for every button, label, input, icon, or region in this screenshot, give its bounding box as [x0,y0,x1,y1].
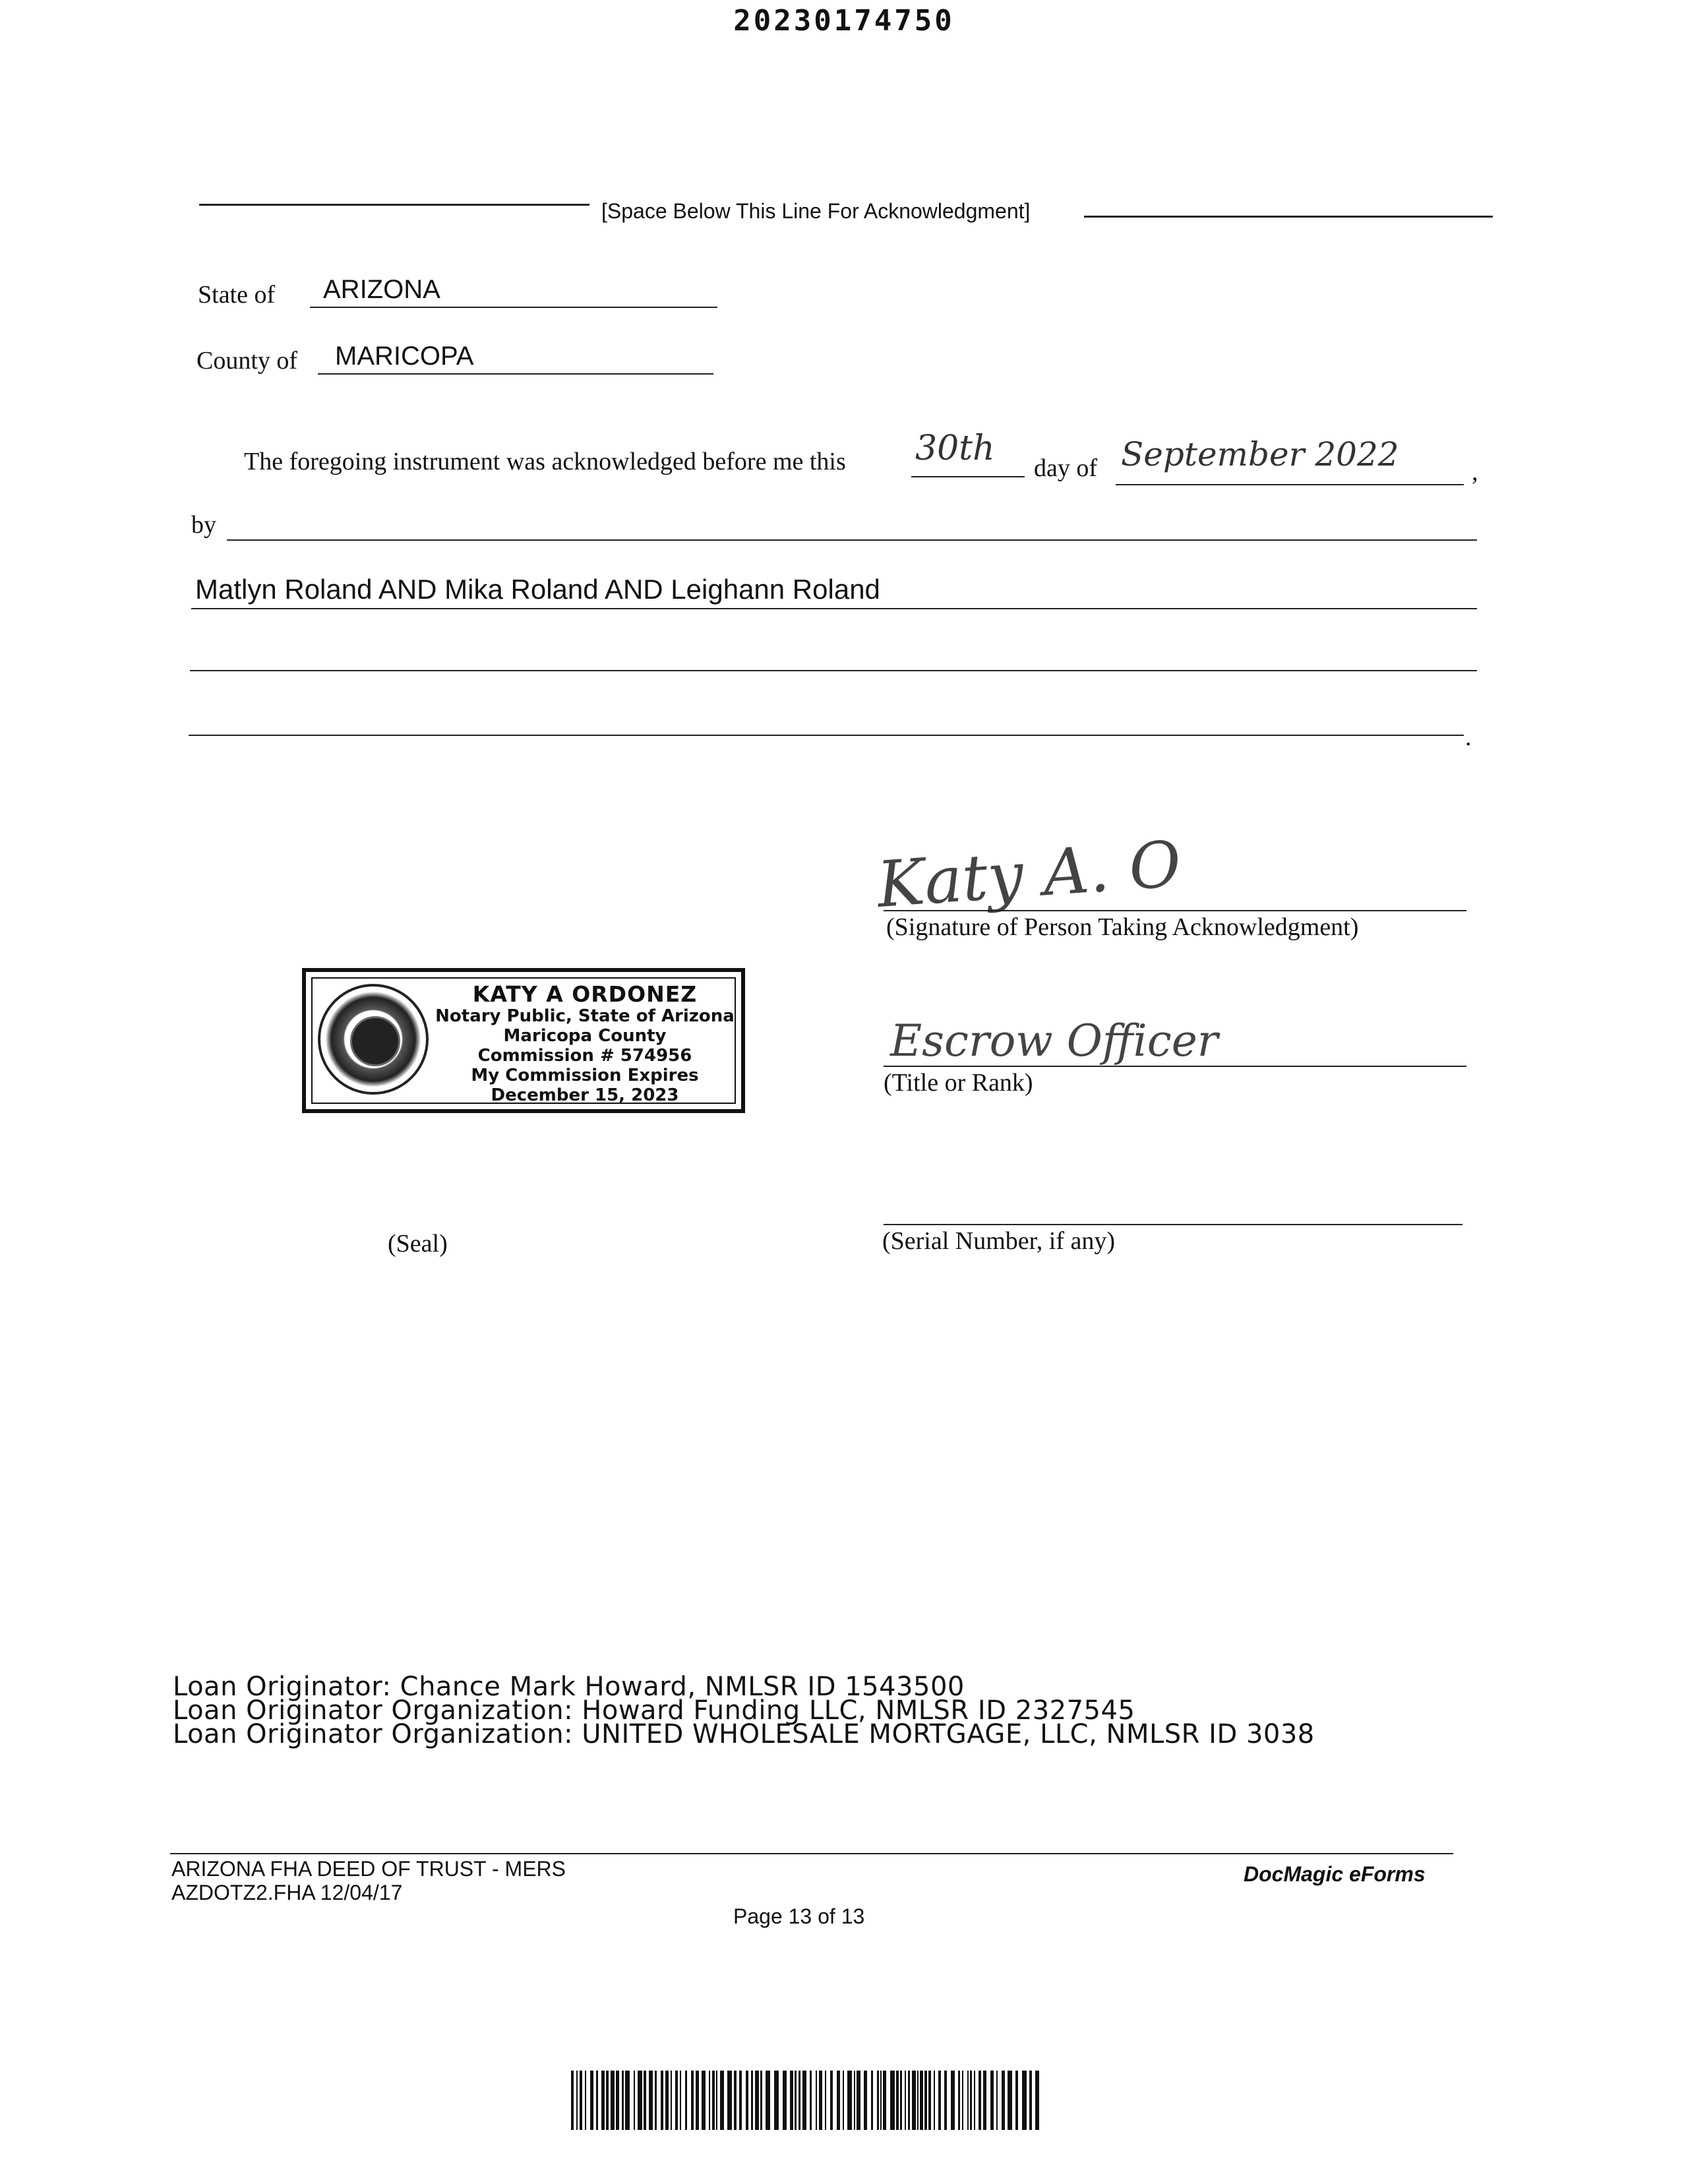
seal-caption: (Seal) [388,1230,448,1258]
signers-value: Matlyn Roland AND Mika Roland AND Leighann Roland [195,574,880,605]
month-year-line [1116,484,1464,485]
county-line [318,373,713,375]
ack-sentence-part1: The foregoing instrument was acknowledged before me this [244,448,846,475]
county-value: MARICOPA [335,342,474,371]
notary-line-5: December 15, 2023 [491,1085,679,1105]
notary-line-1: Notary Public, State of Arizona [435,1006,735,1026]
signature-line [884,910,1466,911]
state-line [310,307,717,308]
loan-originator-line-2: Loan Originator Organization: Howard Funding LLC, NMLSR ID 2327545 [173,1695,1135,1726]
state-label: State of [198,281,276,309]
by-line [227,539,1477,541]
ack-period: . [1465,723,1472,751]
notary-seal-icon [318,984,429,1095]
state-value: ARIZONA [323,275,440,304]
docmagic-logo: DocMagic eForms [1244,1862,1426,1886]
barcode-icon [571,2071,1046,2130]
serial-caption: (Serial Number, if any) [882,1227,1116,1255]
day-line [911,476,1025,477]
signature-value: Katy A. O [874,827,1184,922]
form-code: AZDOTZ2.FHA 12/04/17 [171,1881,403,1904]
page-number: Page 13 of 13 [733,1904,865,1928]
ack-comma: , [1472,458,1478,486]
title-caption: (Title or Rank) [884,1069,1033,1097]
signers-line [191,608,1477,609]
notary-name: KATY A ORDONEZ [472,981,698,1007]
form-title: ARIZONA FHA DEED OF TRUST - MERS [171,1857,566,1881]
county-label: County of [196,347,298,375]
blank-line-2 [189,735,1464,736]
ack-sentence-part2: day of [1034,454,1098,482]
loan-originator-block [173,1672,1623,1749]
serial-line [884,1224,1462,1225]
month-year-value: September 2022 [1121,435,1399,473]
by-label: by [191,511,216,539]
notary-line-3: Commission # 574956 [477,1046,692,1066]
title-value: Escrow Officer [890,1016,1219,1066]
divider-left [199,204,589,206]
title-line [884,1066,1466,1067]
acknowledgment-divider-text: [Space Below This Line For Acknowledgment] [601,199,1031,223]
notary-line-4: My Commission Expires [471,1066,699,1085]
loan-originator-line-1: Loan Originator: Chance Mark Howard, NMLSR ID 1543500 [173,1672,965,1702]
notary-stamp [302,968,745,1113]
divider-right [1084,216,1493,218]
signature-caption: (Signature of Person Taking Acknowledgment) [886,913,1359,941]
footer-rule [170,1853,1453,1854]
loan-originator-line-3: Loan Originator Organization: UNITED WHOLESALE MORTGAGE, LLC, NMLSR ID 3038 [173,1719,1315,1749]
day-value: 30th [915,429,995,468]
blank-line-1 [190,670,1477,671]
document-number: 20230174750 [733,4,955,38]
notary-line-2: Maricopa County [503,1026,667,1046]
